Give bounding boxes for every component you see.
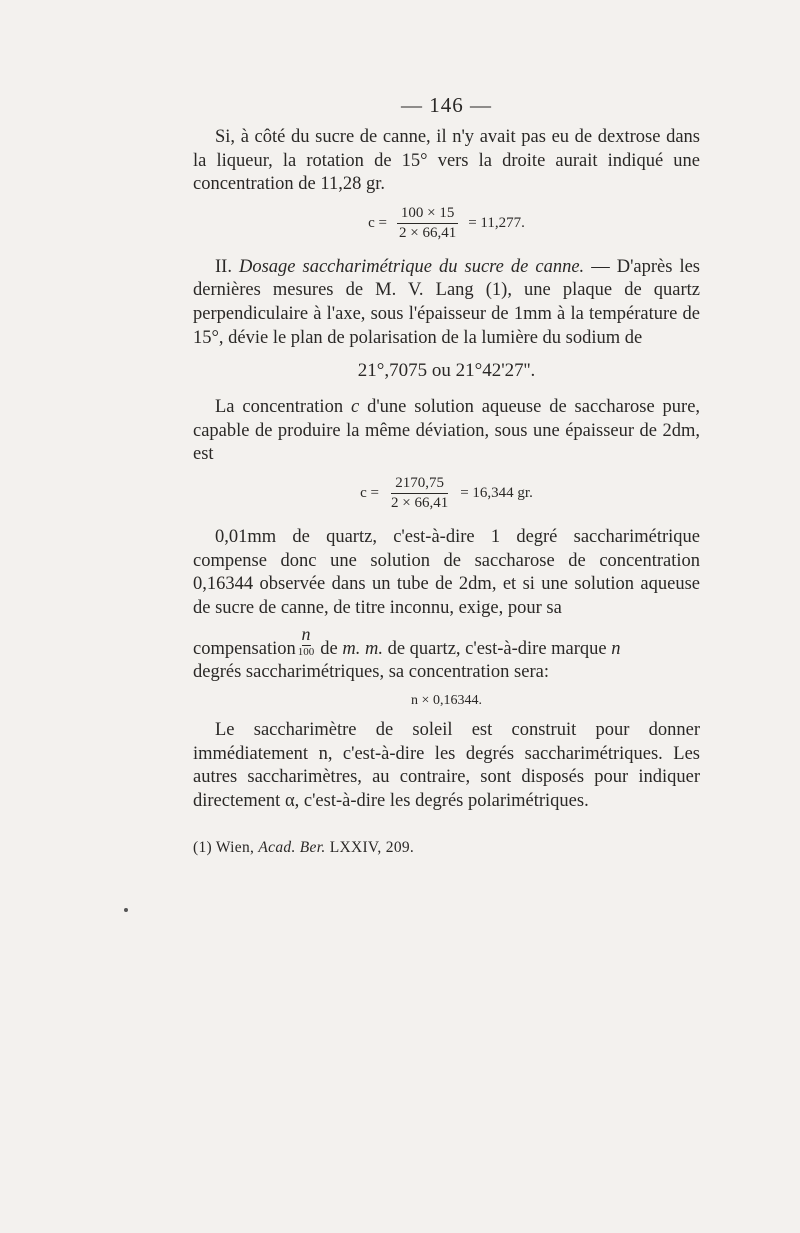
formula-1 <box>193 205 700 242</box>
paragraph-1: Si, à côté du sucre de canne, il n'y avait pas eu de dextrose dans la liqueur, la rotation de 15° vers la droite aurait indiqué une concentration de 11,28 gr. <box>193 127 700 195</box>
paragraph-3-end: d'une solution aqueuse de saccharose pure, capable de produire la même déviation, sous une épaisseur de 2dm, est <box>193 397 701 465</box>
paragraph-6: Le saccharimètre de soleil est construit pour donner immédiatement n, c'est-à-dire les degrés saccharimétriques. Les autres saccharimètres, au contraire, sont disposés pour indiquer directement α, c'est-à-dire les degrés polarimétriques. <box>193 719 700 811</box>
variable-c: c <box>350 397 360 418</box>
rotation-value: 21°,7075 ou 21°42'27''. <box>357 360 536 382</box>
compensation-de: de <box>320 638 338 659</box>
formula-1-fraction <box>395 205 460 242</box>
formula-2-fraction <box>387 475 452 512</box>
paragraph-4: 0,01mm de quartz, c'est-à-dire 1 degré saccharimétrique compense donc une solution de saccharose de concentration 0,16344 observée dans un tube de 2dm, et si une solution aqueuse de sucre de canne, de titre inconnu, exige, pour sa <box>193 526 700 618</box>
footnote <box>193 839 700 857</box>
formula-1-denominator: 2 × 66,41 <box>399 224 457 241</box>
formula-1-numerator: 100 × 15 <box>397 205 458 224</box>
paragraph-2-text: — D'après les dernières mesures de M. V. Lang (1), une plaque de quartz perpendiculaire à l'axe, sous l'épaisseur de 1mm à la température de 15°, dévie le plan de polarisation de la lumière du sodium de <box>193 256 701 348</box>
formula-2-numerator: 2170,75 <box>391 475 448 494</box>
margin-dot <box>124 908 128 912</box>
section-number: II. <box>215 256 232 277</box>
formula-1-result: = 11,277. <box>468 214 525 231</box>
compensation-word: compensation <box>193 638 296 659</box>
page-number: — 146 — <box>401 93 492 117</box>
paragraph-3-start: La concentration <box>215 397 344 418</box>
fraction-denominator: 100 <box>297 646 315 659</box>
text-column <box>193 93 700 857</box>
formula-2-result: = 16,344 gr. <box>460 484 533 501</box>
formula-2 <box>193 475 700 512</box>
compensation-fraction <box>298 624 315 659</box>
formula-3: n × 0,16344. <box>411 692 482 708</box>
compensation-tail: de quartz, c'est-à-dire marque <box>387 638 607 659</box>
compensation-line <box>193 626 700 661</box>
fraction-numerator: n <box>301 624 311 645</box>
formula-1-var: c = <box>368 214 387 231</box>
variable-n: n <box>611 638 621 659</box>
unit-mm: m. m. <box>342 638 383 659</box>
section-heading: Dosage saccharimétrique du sucre de canne. <box>238 256 585 277</box>
formula-2-var: c = <box>360 484 379 501</box>
paragraph-2 <box>193 256 700 350</box>
footnote-reference: Acad. Ber. <box>258 839 326 857</box>
footnote-number: (1) Wien, <box>193 839 255 857</box>
footnote-tail: LXXIV, 209. <box>329 839 415 857</box>
paragraph-3 <box>193 396 700 467</box>
formula-2-denominator: 2 × 66,41 <box>391 494 449 511</box>
paragraph-5-cont: degrés saccharimétriques, sa concentration sera: <box>193 662 549 683</box>
